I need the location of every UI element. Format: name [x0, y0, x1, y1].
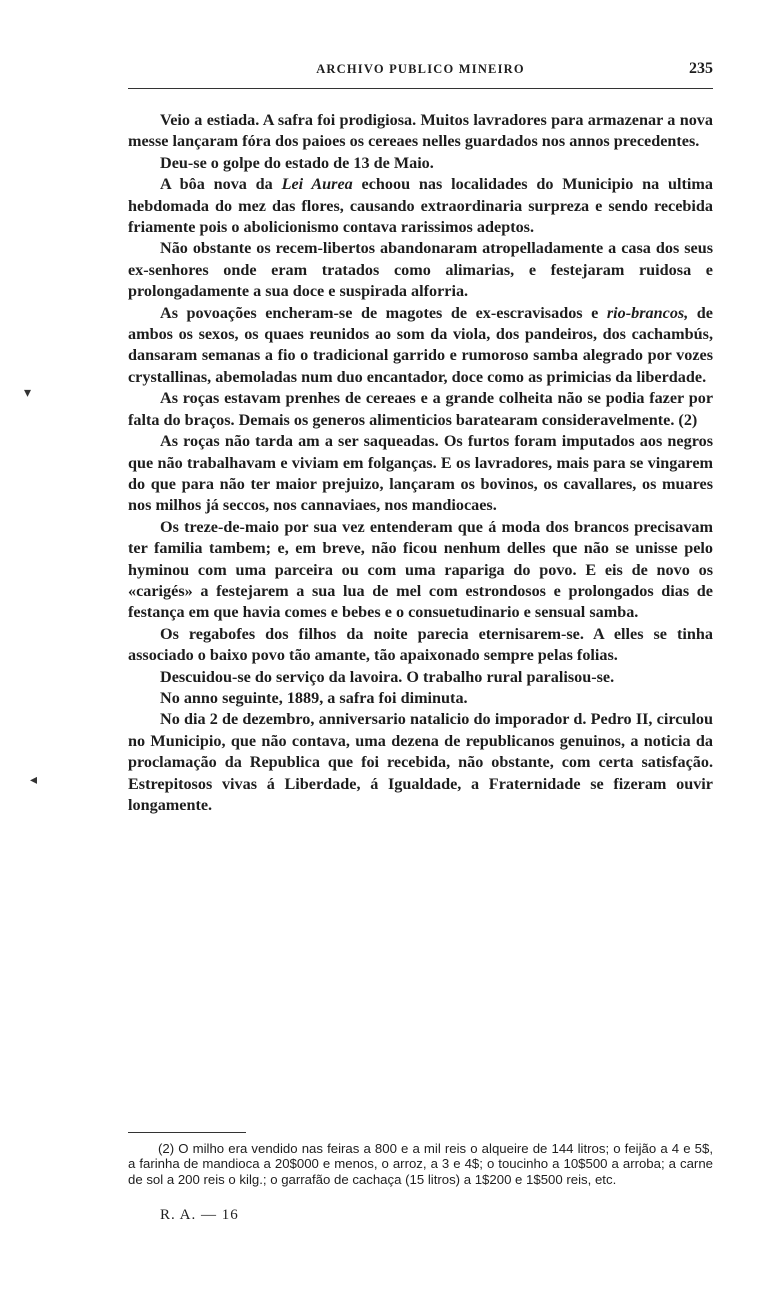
italic-term: rio-brancos,	[606, 303, 689, 322]
signature-mark: R. A. — 16	[160, 1207, 239, 1223]
paragraph-text: A bôa nova da	[160, 175, 282, 194]
footnote	[128, 1141, 713, 1187]
paragraph	[128, 174, 713, 238]
paragraph: As roças não tarda am a ser saqueadas. Os furtos foram imputados aos negros que não trabalhavam e viviam em folganças. E os lavradores, mais para se vingarem do que para não ter maior prejuizo, lançaram os bovinos, os cavallares, os muares nos milhos já seccos, nos cannaviaes, nos mandiocaes.	[128, 432, 713, 515]
margin-arrow-icon: ▾	[24, 386, 32, 401]
running-header	[128, 60, 713, 86]
page-number: 235	[689, 60, 713, 77]
margin-tick-icon: ◂	[30, 773, 38, 788]
header-divider	[128, 88, 713, 89]
paragraph: No dia 2 de dezembro, anniversario natalicio do imporador d. Pedro II, circulou no Municipio, que não contava, uma dezena de republicanos genuinos, a noticia da proclamação da Republica que foi recebida, não obstante, com certa satisfação. Estrepitosos vivas á Liberdade, á Igualdade, a Fraternidade se fizeram ouvir longamente.	[128, 710, 713, 814]
footnote-divider	[128, 1132, 246, 1133]
italic-term: Lei Aurea	[281, 175, 353, 194]
paragraph: Deu-se o golpe do estado de 13 de Maio.	[160, 153, 434, 172]
paragraph-text: echoou nas localidades do Municipio na ultima hebdomada do mez das flores, causando extraordinaria surpreza e sendo recebida friamente pois o abolicionismo contava rarissimos adeptos.	[128, 175, 713, 237]
paragraph: No anno seguinte, 1889, a safra foi diminuta.	[160, 688, 468, 707]
paragraph: Veio a estiada. A safra foi prodigiosa. Muitos lavradores para armazenar a nova messe lançaram fóra dos paioes os cereaes nelles guardados nos annos precedentes.	[128, 111, 713, 151]
paragraph-text: de ambos os sexos, os quaes reunidos ao som da viola, dos pandeiros, dos cachambús, dansaram semanas a fio o tradicional garrido e rumoroso samba alegrado por vozes crystallinas, abemoladas num duo encantador, doce como as primicias da liberdade.	[128, 303, 713, 386]
body-text	[128, 110, 713, 816]
footnote-text: (2) O milho era vendido nas feiras a 800 e a mil reis o alqueire de 144 litros; o feijão a 4 e 5$, a farinha de mandioca a 20$000 e menos, o arroz, a 3 e 4$; o toucinho a 10$500 a arroba; a carne de sol a 200 reis o kilg.; o garrafão de cachaça (15 litros) a 1$200 e 1$500 reis, etc.	[128, 1141, 713, 1187]
paragraph: Descuidou-se do serviço da lavoira. O trabalho rural paralisou-se.	[160, 667, 615, 686]
paragraph: Não obstante os recem-libertos abandonaram atropelladamente a casa dos seus ex-senhores onde eram tratados como alimarias, e festejaram ruidosa e prolongadamente a sua doce e suspirada alforria.	[128, 239, 713, 301]
paragraph-text: As povoações encheram-se de magotes de ex-escravisados e	[160, 303, 607, 322]
paragraph: As roças estavam prenhes de cereaes e a grande colheita não se podia fazer por falta do braços. Demais os generos alimenticios baratearam consideravelmente. (2)	[128, 389, 713, 429]
paragraph: Os treze-de-maio por sua vez entenderam que á moda dos brancos precisavam ter familia tambem; e, em breve, não ficou nenhum delles que não se unisse pelo hyminou com uma parceira ou com uma rapariga do povo. E eis de novo os «carigés» a festejarem a sua lua de mel com estrondosos e prolongados dias de festança em que havia comes e bebes e o consuetudinario e sensual samba.	[128, 517, 713, 622]
paragraph	[128, 303, 713, 389]
header-title: ARCHIVO PUBLICO MINEIRO	[316, 62, 525, 76]
paragraph: Os regabofes dos filhos da noite parecia eternisarem-se. A elles se tinha associado o baixo povo tão amante, tão apaixonado sempre pelas folias.	[128, 624, 713, 665]
